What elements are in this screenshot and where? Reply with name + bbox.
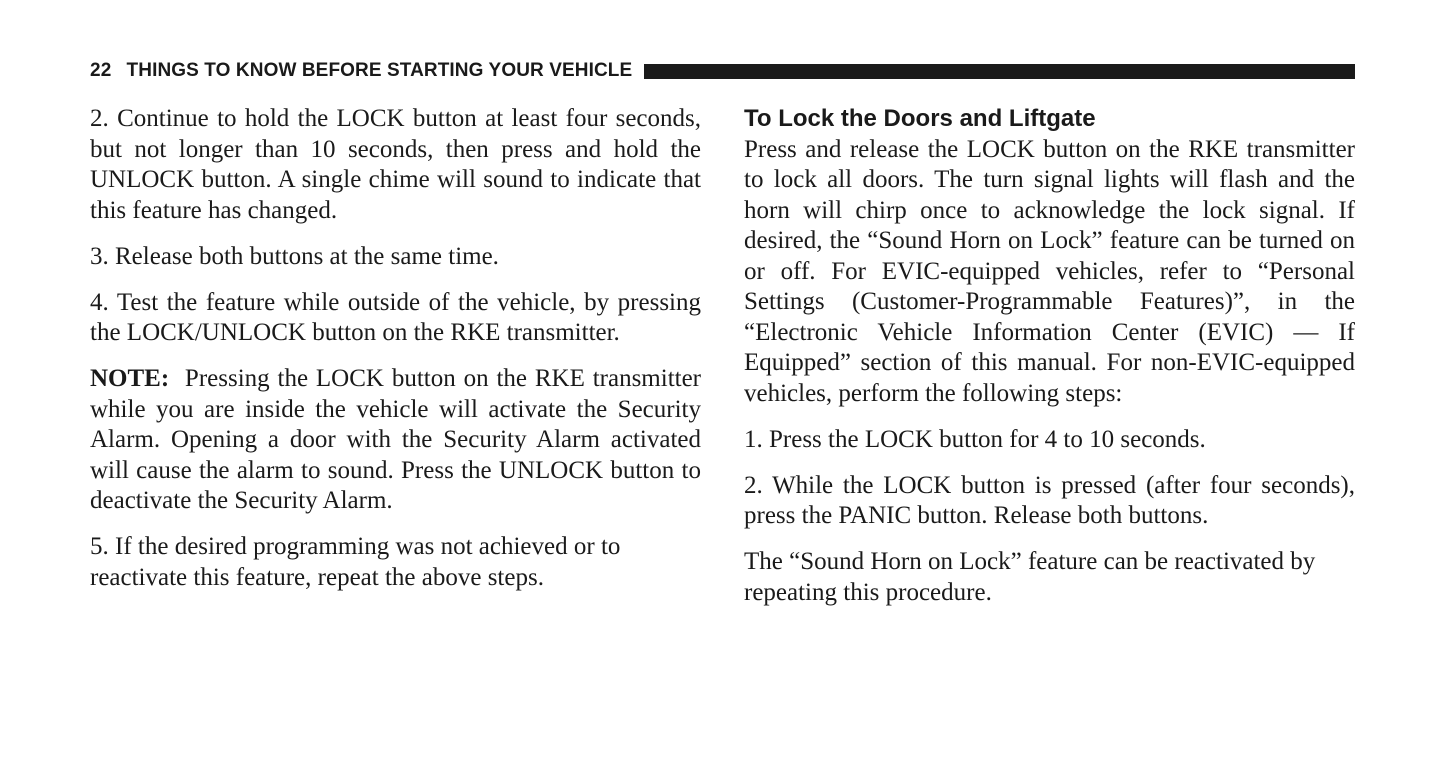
section-title: THINGS TO KNOW BEFORE STARTING YOUR VEHICLE (126, 60, 633, 81)
note-label: NOTE: (90, 365, 170, 392)
step-5-paragraph: 5. If the desired programming was not achieved or to reactivate this feature, repeat the above steps. (90, 533, 621, 591)
lock-step-2-paragraph: 2. While the LOCK button is pressed (after four seconds), press the PANIC button. Release both buttons. (744, 471, 1355, 529)
lock-doors-heading: To Lock the Doors and Liftgate (744, 105, 1096, 132)
lock-intro-paragraph: Press and release the LOCK button on the RKE transmitter to lock all doors. The turn signal lights will flash and the horn will chirp once to acknowledge the lock signal. If desired, the “Sound Horn on Lock” feature can be turned on or off. For EVIC-equipped vehicles, refer to “Personal Settings (Customer-Programmable Features)”, in the “Electronic Vehicle Information Center (EVIC) — If Equipped” section of this manual. For non-EVIC-equipped vehicles, perform the following steps: (744, 135, 1355, 407)
page-header (90, 59, 1355, 83)
note-text: Pressing the LOCK button on the RKE transmitter while you are inside the vehicle will activate the Security Alarm. Opening a door with the Security Alarm activated will cause the alarm to sound. Press the UNLOCK button to deactivate the Security Alarm. (90, 365, 702, 514)
note-paragraph (90, 364, 701, 517)
closing-paragraph: The “Sound Horn on Lock” feature can be reactivated by repeating this procedure. (744, 548, 1316, 606)
page-number: 22 (90, 60, 112, 81)
header-rule (644, 64, 1355, 79)
step-4-paragraph: 4. Test the feature while outside of the vehicle, by pressing the LOCK/UNLOCK button on the RKE transmitter. (90, 288, 701, 346)
right-column (744, 104, 1355, 624)
left-column (90, 104, 701, 609)
step-2-paragraph: 2. Continue to hold the LOCK button at least four seconds, but not longer than 10 seconds, then press and hold the UNLOCK button. A single chime will sound to indicate that this feature has changed. (90, 105, 701, 224)
lock-step-1-paragraph: 1. Press the LOCK button for 4 to 10 seconds. (744, 425, 1206, 453)
step-3-paragraph: 3. Release both buttons at the same time. (90, 242, 499, 270)
